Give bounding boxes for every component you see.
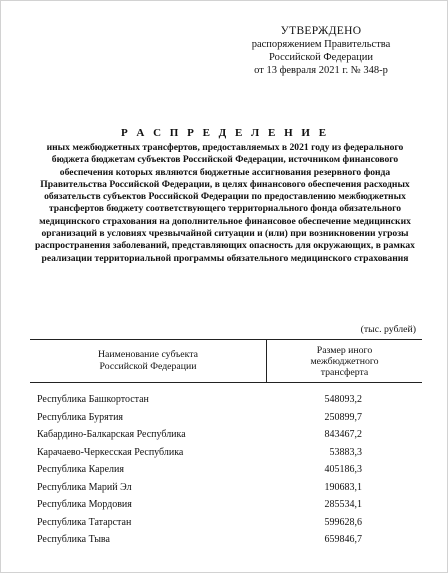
transfer-amount: 843467,2 [324,429,362,441]
table-row [30,444,422,462]
table-row [30,496,422,514]
approval-authority: распоряжением Правительства [251,39,391,50]
table-row [30,409,422,427]
header-transfer-amount: Размер иного межбюджетного трансферта [310,344,379,378]
document-title: Р А С П Р Е Д Е Л Е Н И Е [120,127,330,139]
region-name: Республика Марий Эл [37,481,132,493]
region-name: Кабардино-Балкарская Республика [37,429,186,441]
region-name: Республика Башкортостан [37,394,149,406]
header-region-name: Наименование субъекта Российской Федерации [30,340,267,382]
transfer-amount: 250899,7 [324,411,362,423]
transfer-amount: 599628,6 [324,516,362,528]
region-name: Республика Тыва [37,534,110,546]
transfer-amount: 405186,3 [324,464,362,476]
table-row [30,426,422,444]
table-header [30,339,422,383]
approval-stamp [236,25,406,77]
region-name: Республика Татарстан [37,516,132,528]
approval-authority-country: Российской Федерации [269,52,373,63]
region-name: Республика Бурятия [37,411,124,423]
table-row [30,514,422,532]
document-description: иных межбюджетных трансфертов, предоставляемых в 2021 году из федерального бюджета бюджетам субъектов Российской Федерации, источником финансового обеспечения которых являются бюджетные ассигнования резервного фонда Правительства Российской Федерации, в целях финансового обеспечения расходных обязательств субъектов Российской Федерации по предоставлению межбюджетных трансфертов бюджету соответствующего территориального фонда обязательного медицинского страхования на дополнительное финансовое обеспечение медицинских организаций в условиях чрезвычайной ситуации и (или) при возникновении угрозы распространения заболеваний, представляющих опасность для окружающих, в рамках реализации территориальной программы обязательного медицинского страхования [35,142,415,264]
transfer-amount: 53883,3 [329,446,362,458]
region-name: Карачаево-Черкесская Республика [37,446,184,458]
region-name: Республика Мордовия [37,499,132,511]
approval-date-number: от 13 февраля 2021 г. № 348-р [254,65,388,76]
table-row [30,391,422,409]
transfer-amount: 548093,2 [324,394,362,406]
table-row [30,531,422,549]
unit-label: (тыс. рублей) [360,324,416,335]
transfer-amount: 190683,1 [324,481,362,493]
transfer-amount: 659846,7 [324,534,362,546]
transfer-amount: 285534,1 [324,499,362,511]
table-row [30,461,422,479]
transfer-table [30,339,422,549]
table-body [30,383,422,549]
region-name: Республика Карелия [37,464,124,476]
table-row [30,479,422,497]
approved-label: УТВЕРЖДЕНО [280,25,362,37]
